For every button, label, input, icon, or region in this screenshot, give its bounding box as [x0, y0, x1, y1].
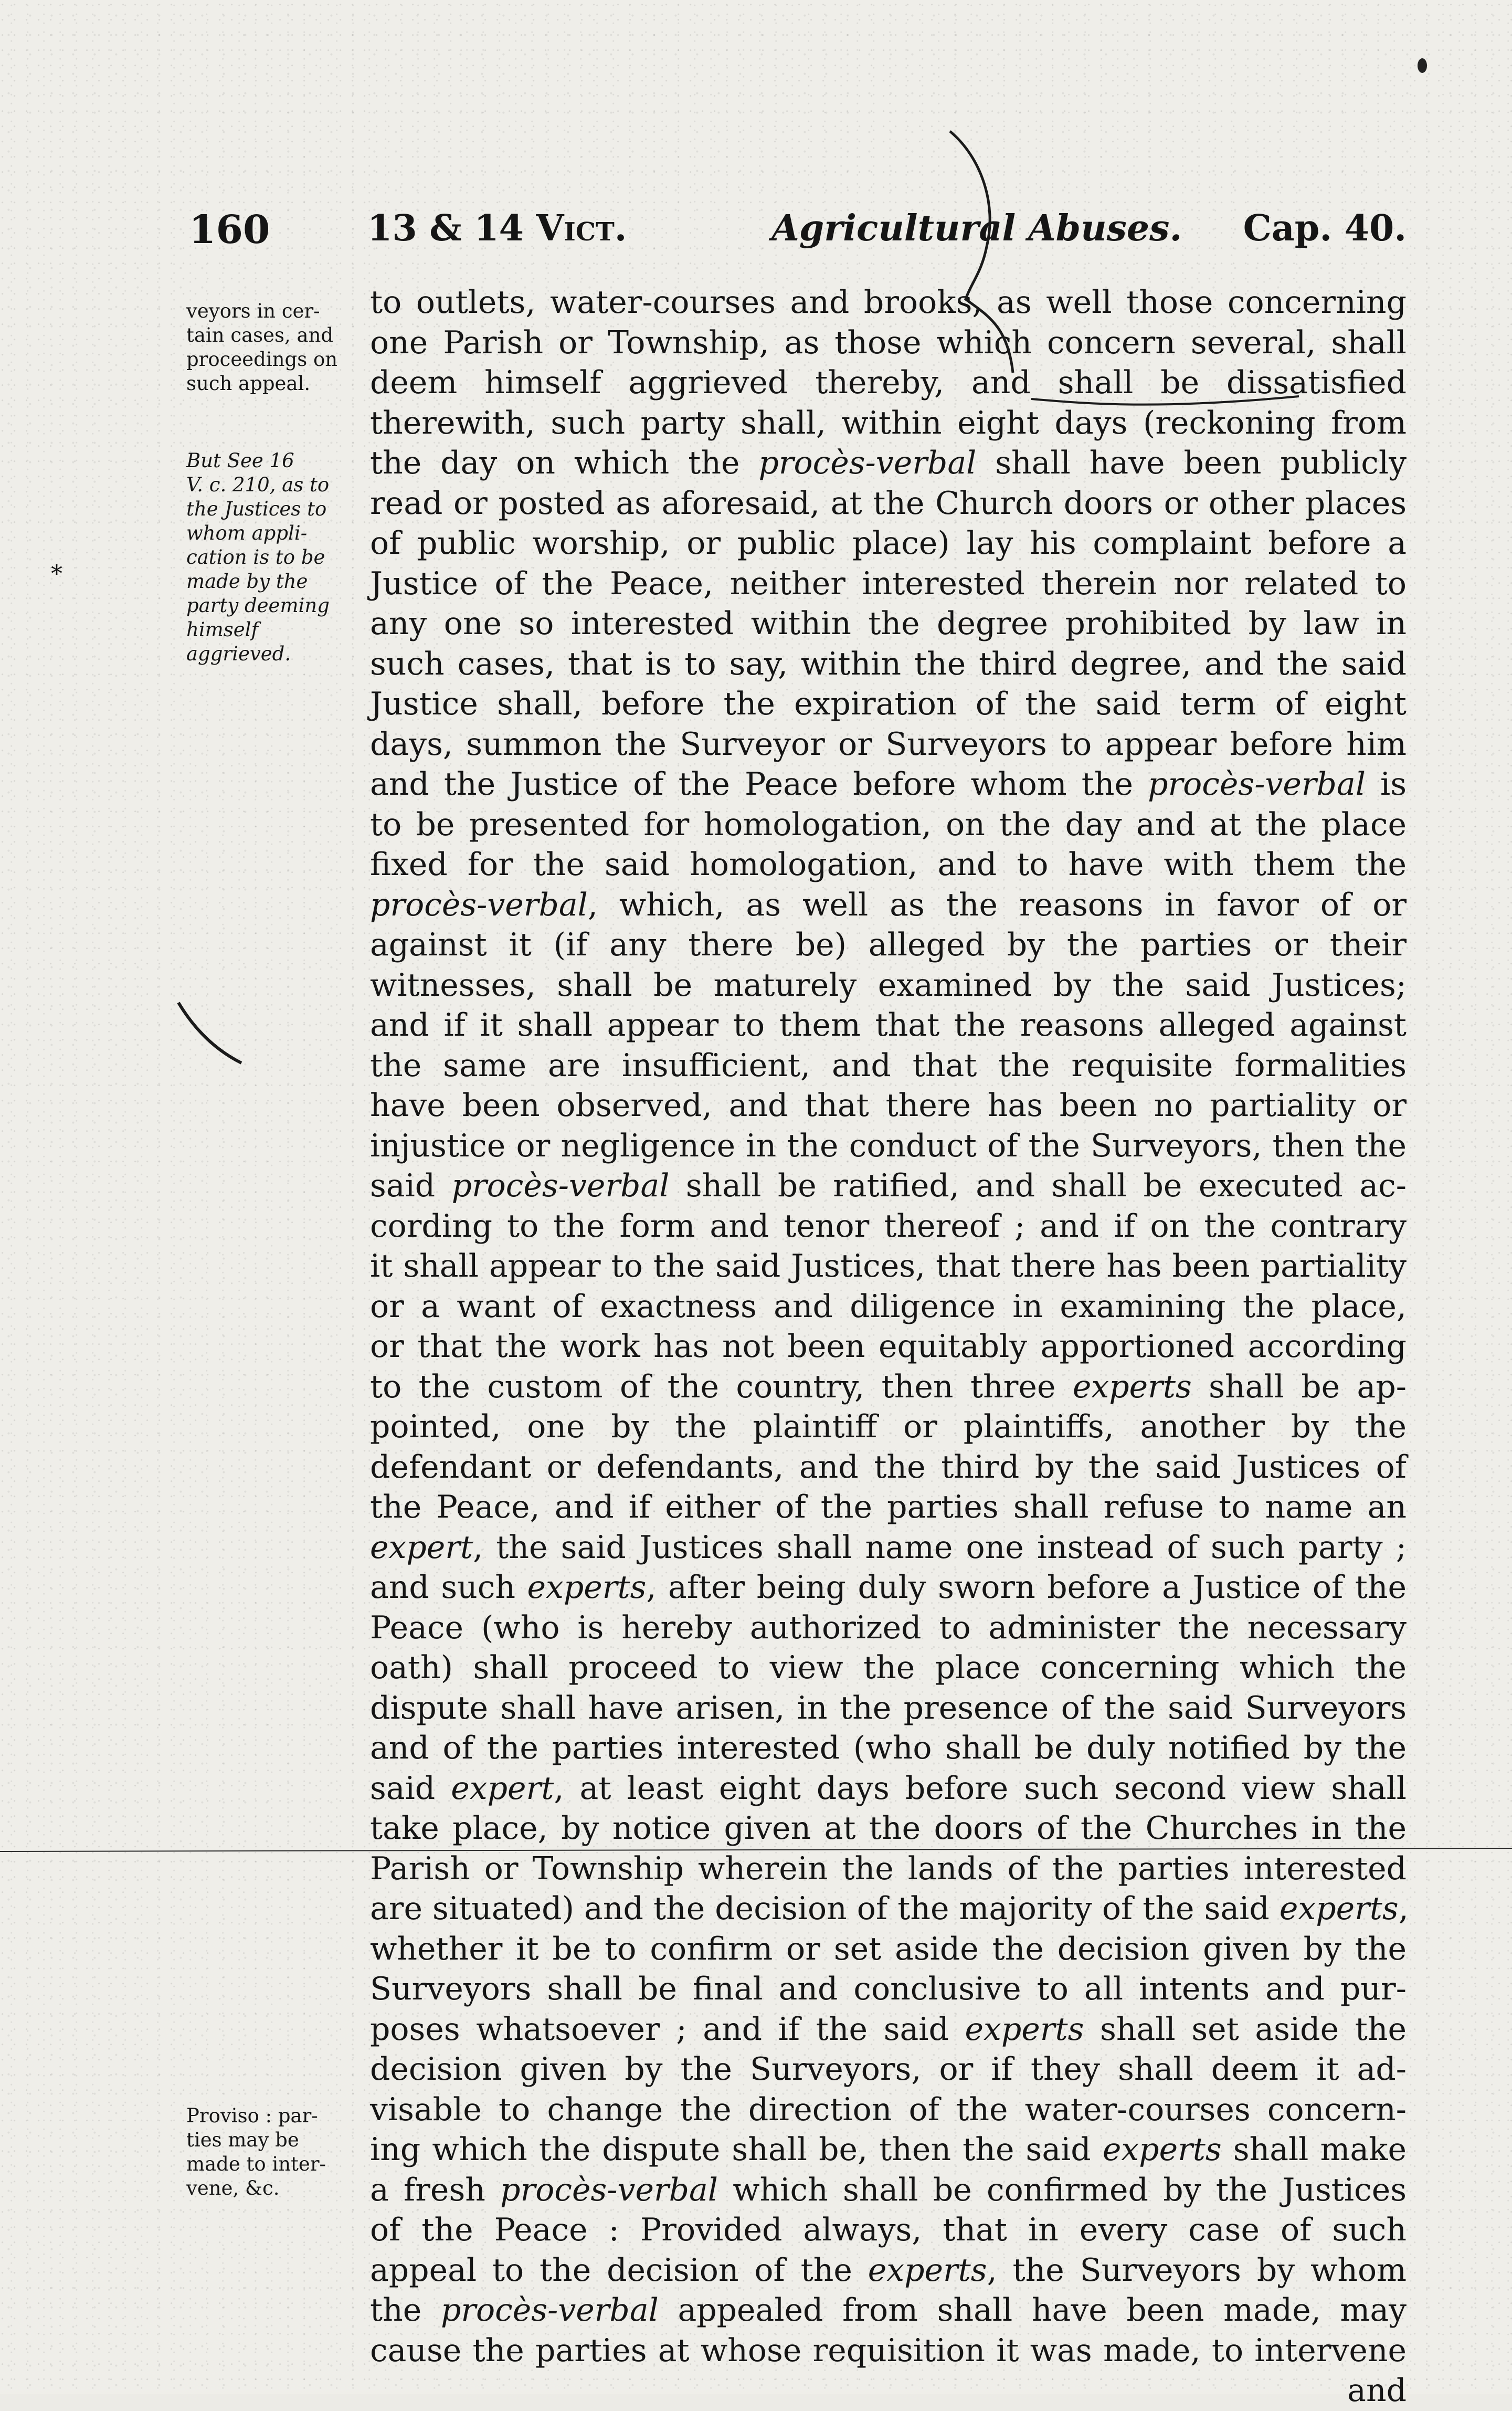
margin-note-line: cation is to be — [186, 546, 325, 568]
body-line: defendant or defendants, and the third by the said Justices of — [370, 1448, 1407, 1486]
body-line: against it (if any there be) alleged by the parties or their — [370, 927, 1407, 963]
margin-note-line: aggrieved. — [186, 643, 291, 665]
body-line: witnesses, shall be maturely examined by the said Justices; — [370, 966, 1407, 1004]
body-line: ing which the dispute shall be, then the said experts shall make — [370, 2131, 1407, 2168]
body-line: days, summon the Surveyor or Surveyors to appear before him — [370, 725, 1407, 763]
body-line: said procès-verbal shall be ratified, and shall be executed ac- — [370, 1167, 1407, 1204]
body-line: and — [1347, 2372, 1407, 2409]
body-line: Justice shall, before the expiration of the said term of eight — [370, 686, 1407, 722]
body-line: to outlets, water-courses and brooks, as well those concerning — [370, 284, 1407, 321]
body-line: appeal to the decision of the experts, the Surveyors by whom — [370, 2251, 1407, 2289]
margin-note-line: whom appli- — [186, 522, 308, 544]
margin-note-line: made by the — [186, 570, 308, 593]
body-line: take place, by notice given at the doors of the Churches in the — [370, 1810, 1407, 1847]
body-line: one Parish or Township, as those which concern several, shall — [370, 324, 1407, 361]
body-line: visable to change the direction of the water-courses concern- — [370, 2091, 1407, 2128]
body-line: to be presented for homologation, on the day and at the place — [370, 806, 1407, 843]
body-line: have been observed, and that there has been no partiality or — [370, 1087, 1407, 1124]
body-line: cause the parties at whose requisition it was made, to intervene — [370, 2332, 1407, 2369]
page-number: 160 — [189, 207, 270, 252]
pencil-strike-mark — [1029, 388, 1302, 420]
margin-note-line: made to inter- — [186, 2153, 326, 2175]
body-line: of public worship, or public place) lay his complaint before a — [370, 525, 1407, 562]
body-line: and if it shall appear to them that the reasons alleged against — [370, 1007, 1407, 1044]
body-line: decision given by the Surveyors, or if they shall deem it ad- — [370, 2051, 1407, 2088]
margin-note-see-16-vict — [186, 449, 362, 666]
body-line: the day on which the procès-verbal shall have been publicly — [370, 445, 1407, 481]
body-line: read or posted as aforesaid, at the Church doors or other places — [370, 485, 1407, 522]
body-line: cording to the form and tenor thereof ; and if on the contrary — [370, 1207, 1407, 1245]
body-line: Peace (who is hereby authorized to administer the necessary — [370, 1609, 1407, 1646]
body-line: deem himself aggrieved thereby, and shall be dissatisfied — [370, 364, 1407, 401]
margin-note-line: the Justices to — [186, 498, 327, 520]
body-line: Justice of the Peace, neither interested therein nor related to — [370, 565, 1407, 602]
body-line: of the Peace : Provided always, that in every case of such — [370, 2212, 1407, 2248]
body-line: such cases, that is to say, within the third degree, and the said — [370, 645, 1407, 682]
pencil-stroke-mark — [934, 126, 1039, 378]
margin-note-line: tain cases, and — [186, 324, 334, 346]
margin-note-line: V. c. 210, as to — [186, 473, 330, 496]
body-line: expert, the said Justices shall name one instead of such party ; — [370, 1529, 1407, 1566]
body-line: a fresh procès-verbal which shall be confirmed by the Justices — [370, 2171, 1407, 2208]
margin-note-line: ties may be — [186, 2129, 299, 2151]
pencil-check-mark — [173, 997, 247, 1071]
body-line: or a want of exactness and diligence in examining the place, — [370, 1288, 1407, 1325]
margin-note-line: himself — [186, 618, 259, 641]
body-line: said expert, at least eight days before such second view shall — [370, 1770, 1407, 1807]
margin-note-proviso — [186, 2104, 362, 2201]
body-line: poses whatsoever ; and if the said experts shall set aside the — [370, 2010, 1407, 2048]
body-line: fixed for the said homologation, and to have with them the — [370, 846, 1407, 883]
body-line: and of the parties interested (who shall be duly notified by the — [370, 1730, 1407, 1766]
margin-note-line: But See 16 — [186, 449, 294, 472]
body-line: the same are insufficient, and that the requisite formalities — [370, 1047, 1407, 1084]
margin-note-line: such appeal. — [186, 372, 311, 395]
body-line: it shall appear to the said Justices, that there has been partiality — [370, 1248, 1407, 1285]
chapter-number: Cap. 40. — [1243, 207, 1407, 249]
body-line: and such experts, after being duly sworn before a Justice of the — [370, 1569, 1407, 1606]
body-line: the procès-verbal appealed from shall have been made, may — [370, 2292, 1407, 2329]
body-line: dispute shall have arisen, in the presence of the said Surveyors — [370, 1689, 1407, 1726]
body-text — [370, 282, 1407, 2411]
running-header — [189, 207, 1407, 265]
margin-note-surveyors — [186, 299, 362, 396]
corner-speck-mark — [1412, 52, 1433, 79]
body-line: are situated) and the decision of the majority of the said experts, — [370, 1890, 1409, 1927]
body-line: and the Justice of the Peace before whom the procès-verbal is — [370, 766, 1407, 803]
margin-note-line: proceedings on — [186, 348, 338, 371]
body-line: oath) shall proceed to view the place concerning which the — [370, 1649, 1407, 1686]
body-line: any one so interested within the degree prohibited by law in — [370, 605, 1407, 642]
body-line: injustice or negligence in the conduct of the Surveyors, then the — [370, 1127, 1407, 1164]
act-title: Agricultural Abuses. — [771, 207, 1182, 249]
margin-note-line: party deeming — [186, 594, 330, 617]
body-line: to the custom of the country, then three experts shall be ap- — [370, 1368, 1407, 1405]
body-line: whether it be to confirm or set aside the decision given by the — [370, 1930, 1407, 1967]
body-line: procès-verbal, which, as well as the reasons in favor of or — [370, 886, 1407, 923]
body-line: or that the work has not been equitably apportioned according — [370, 1328, 1407, 1365]
body-line: pointed, one by the plaintiff or plaintiffs, another by the — [370, 1408, 1407, 1445]
margin-note-line: vene, &c. — [186, 2177, 280, 2199]
body-line: therewith, such party shall, within eight days (reckoning from — [370, 404, 1407, 441]
regnal-year: 13 & 14 Vict. — [367, 207, 627, 249]
margin-note-line: veyors in cer- — [186, 300, 320, 322]
body-line: the Peace, and if either of the parties shall refuse to name an — [370, 1489, 1407, 1525]
body-line: Parish or Township wherein the lands of the parties interested — [370, 1850, 1407, 1887]
body-line: Surveyors shall be final and conclusive to all intents and pur- — [370, 1971, 1407, 2007]
margin-note-line: Proviso : par- — [186, 2104, 318, 2127]
margin-asterisk-mark: * — [51, 561, 62, 587]
